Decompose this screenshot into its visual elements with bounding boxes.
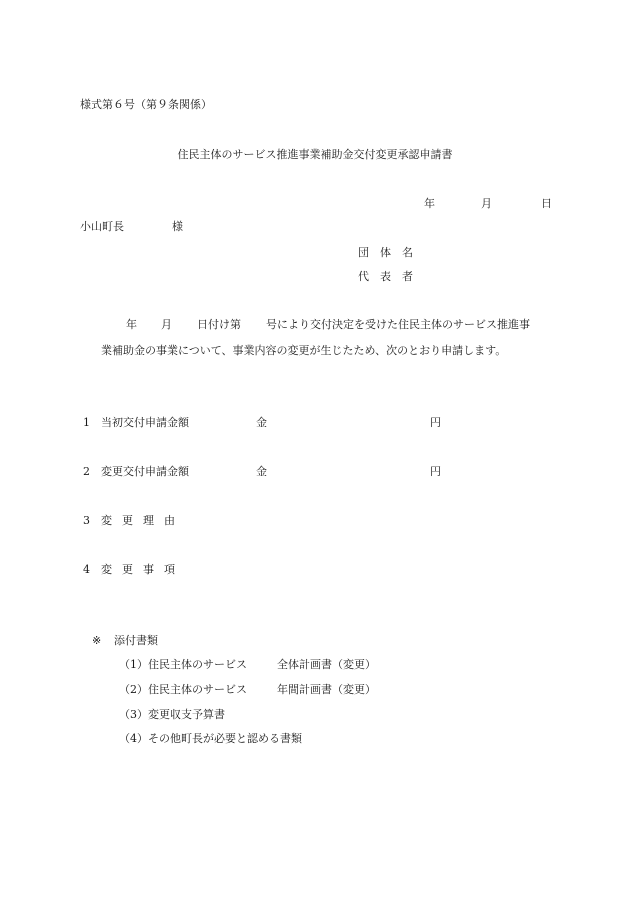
attachment-1-extra: 全体計画書（変更） [277, 658, 376, 671]
date-year-label: 年 [424, 197, 435, 210]
attachment-1-text: （1）住民主体のサービス [119, 658, 247, 671]
attachments-note-mark: ※ [92, 634, 102, 647]
attachment-item [119, 683, 376, 697]
attachment-2-extra: 年間計画書（変更） [277, 683, 376, 696]
addressee-honorific: 様 [172, 220, 183, 233]
body-year-label: 年 [126, 318, 137, 331]
addressee-name: 小山町長 [80, 220, 124, 233]
item-2-label: 変更交付申請金額 [101, 465, 189, 478]
body-line-2-text: 業補助金の事業について、事業内容の変更が生じたため、次のとおり申請します。 [101, 344, 507, 357]
attachment-item [119, 732, 302, 746]
item-1-label: 当初交付申請金額 [101, 416, 189, 429]
attachment-3-text: （3）変更収支予算書 [119, 708, 225, 721]
item-2-number: 2 [83, 465, 90, 478]
form-number: 様式第６号（第９条関係） [80, 98, 212, 111]
body-clause-text: 号により交付決定を受けた住民主体のサービス推進事 [266, 318, 530, 331]
item-1-suffix: 円 [430, 416, 441, 429]
date-month-label: 月 [481, 197, 492, 210]
attachment-2-text: （2）住民主体のサービス [119, 683, 247, 696]
item-3-number: 3 [83, 514, 90, 527]
applicant-representative-label: 代表者 [358, 270, 424, 283]
attachment-4-text: （4）その他町長が必要と認める書類 [119, 732, 302, 745]
item-4-label: 変更事項 [101, 563, 185, 576]
document-title: 住民主体のサービス推進事業補助金交付変更承認申請書 [177, 148, 453, 161]
item-4-number: 4 [83, 563, 90, 576]
attachments-title: 添付書類 [114, 634, 158, 647]
attachment-item [119, 708, 225, 722]
item-2-prefix: 金 [256, 465, 267, 478]
item-1-number: 1 [83, 416, 90, 429]
attachment-item [119, 658, 376, 672]
body-dated-label: 日付け第 [197, 318, 241, 331]
item-1-prefix: 金 [256, 416, 267, 429]
applicant-organization-label: 団体名 [358, 246, 424, 259]
item-2-suffix: 円 [430, 465, 441, 478]
date-day-label: 日 [541, 197, 552, 210]
item-3-label: 変更理由 [101, 514, 185, 527]
body-month-label: 月 [161, 318, 172, 331]
